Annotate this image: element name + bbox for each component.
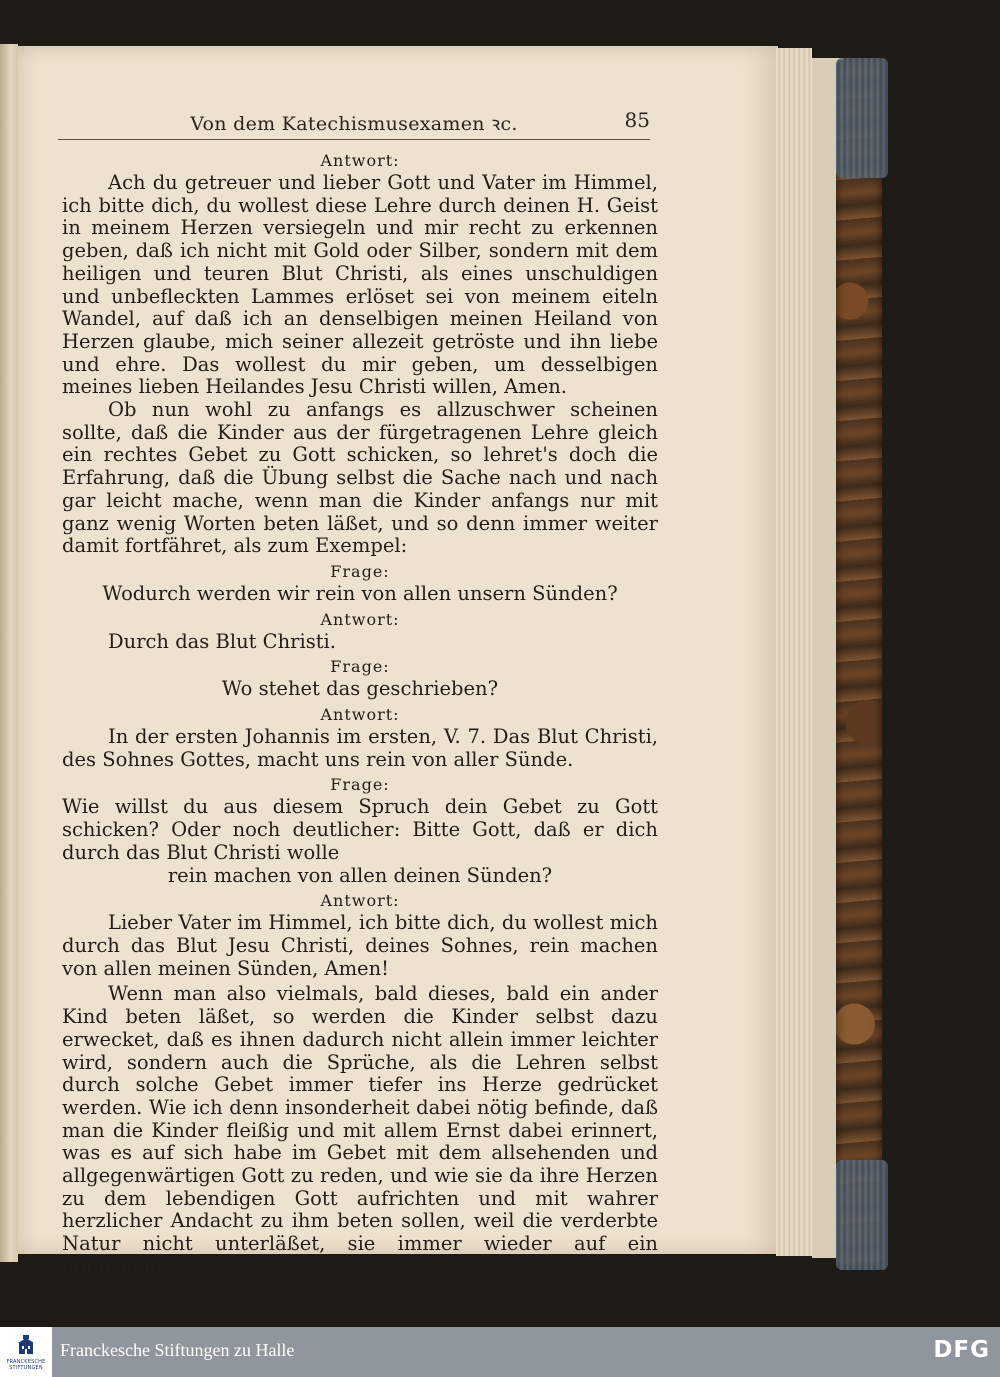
page-number: 85: [624, 108, 650, 132]
question: Wie willst du aus diesem Spruch dein Gebet zu Gott schicken? Oder noch deutlicher: Bitte Gott, daß er dich durch das Blut Christi wolle: [62, 795, 658, 864]
answer: In der ersten Johannis im ersten, V. 7. Das Blut Christi, des Sohnes Gottes, macht uns rein von aller Sünde.: [62, 725, 658, 771]
speaker-label: Frage:: [330, 657, 390, 677]
spine-cloth-top: [836, 58, 888, 178]
institution-logo[interactable]: [0, 1327, 52, 1377]
paragraph: Wenn man also vielmals, bald dieses, bald ein ander Kind beten läßet, so werden die Kinder selbst dazu erwecket, daß es ihnen dadurch nicht allein immer leichter wird, sondern auch die Sprüche, als die Lehren selbst durch solche Gebet immer tiefer ins Herze gedrücket werden. Wie ich denn insonderheit dabei nötig befinde, daß man die Kinder fleißig und mit allem Ernst dabei erinnert, was es auf sich habe im Gebet mit dem allsehenden und allgegenwärtigen Gott zu reden, und wie sie da ihre Herzen zu dem lebendigen Gott aufrichten und mit wahrer herzlicher Andacht zu ihm beten sollen, weil die verderbte Natur nicht unterläßet, sie immer wieder auf ein äußerliches: [62, 982, 658, 1278]
question-continuation: rein machen von allen deinen Sünden?: [167, 863, 553, 887]
speaker-label: Antwort:: [320, 891, 400, 911]
speaker-label: Antwort:: [320, 609, 400, 629]
page-header: [58, 98, 650, 140]
institution-name: Franckesche Stiftungen zu Halle: [60, 1340, 295, 1360]
dfg-logo[interactable]: DFG: [933, 1337, 990, 1363]
answer: Durch das Blut Christi.: [108, 629, 336, 653]
marbled-spine: [836, 60, 882, 1265]
speaker-label: Frage:: [330, 775, 390, 795]
logo-text: FRANCKESCHE STIFTUNGEN: [6, 1359, 46, 1371]
speaker-label: Antwort:: [320, 151, 400, 170]
building-icon: [15, 1335, 37, 1355]
paragraph: Ach du getreuer und lieber Gott und Vater im Himmel, ich bitte dich, du wollest diese Lehre durch deinen H. Geist in meinem Herzen versiegeln und mir recht zu erkennen geben, daß ich nicht mit Gold oder Silber, sondern mit dem heiligen und teuren Blut Christi, als eines unschuldigen und unbefleckten Lammes erlöset sei von meinem eiteln Wandel, auf daß ich an denselbigen meinen Heiland von Herzen glaube, mich seiner allezeit getröste und ihn liebe und ehre. Das wollest du mir geben, um desselbigen meines lieben Heilandes Jesu Christi willen, Amen.: [62, 171, 658, 399]
running-title: Von dem Katechismusexamen ꝛc.: [190, 113, 518, 135]
page-text: [62, 150, 658, 1279]
speaker-label: Antwort:: [320, 705, 400, 725]
question: Wo stehet das geschrieben?: [221, 677, 499, 701]
answer: Lieber Vater im Himmel, ich bitte dich, du wollest mich durch das Blut Jesu Christi, deines Sohnes, rein machen von allen meinen Sünden, Amen!: [62, 911, 658, 980]
speaker-label: Frage:: [330, 561, 390, 581]
left-page-edge: [0, 44, 18, 1262]
question: Wodurch werden wir rein von allen unsern Sünden?: [102, 581, 618, 605]
header-rule: [58, 139, 650, 140]
viewer-footer: [0, 1327, 1000, 1377]
page-stack: [776, 48, 812, 1256]
paragraph: Ob nun wohl zu anfangs es allzuschwer scheinen sollte, daß die Kinder aus der fürgetragenen Lehre gleich ein rechtes Gebet zu Gott schicken, so lehret's doch die Erfahrung, daß die Übung selbst die Sache nach und nach gar leicht mache, wenn man die Kinder anfangs nur mit ganz wenig Worten beten läßet, und so denn immer weiter damit fortfähret, als zum Exempel:: [62, 398, 658, 558]
spine-cloth-bottom: [836, 1160, 888, 1270]
